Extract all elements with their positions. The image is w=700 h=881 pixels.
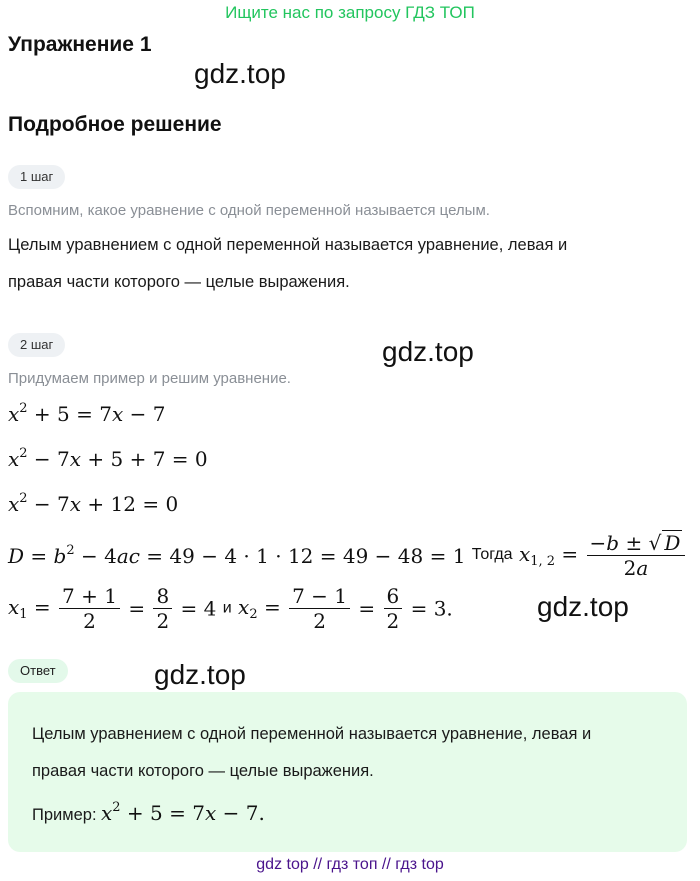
watermark: gdz.top	[154, 659, 246, 690]
step-1-text-line-2: правая части которого — целые выражения.	[8, 273, 350, 291]
answer-text-line-1: Целым уравнением с одной переменной называется уравнение, левая и	[32, 725, 592, 743]
footer-links: gdz top // гдз топ // гдз top	[256, 856, 444, 873]
exercise-title: Упражнение 1	[8, 33, 152, 56]
roots-formula: $\frac{-b \pm √ D}{2a}$	[587, 530, 686, 580]
equation-3: $x^2 - 7x + 12 = 0$	[8, 491, 179, 516]
and-word: и	[222, 599, 232, 617]
step-1-text-line-1: Целым уравнением с одной переменной называется уравнение, левая и	[8, 236, 568, 254]
promo-banner: Ищите нас по запросу ГДЗ ТОП	[225, 3, 475, 22]
watermark: gdz.top	[194, 58, 286, 89]
equation-1: $x^2 + 5 = 7x - 7$	[8, 401, 166, 426]
watermark: gdz.top	[382, 336, 474, 367]
example-label: Пример:	[32, 806, 97, 824]
then-word: Тогда	[471, 546, 513, 563]
roots-line: $x_1$ = $\frac{7 + 1}{2}$ = $\frac{8}{2}$ = 4 и $x_2$ = $\frac{7 - 1}{2}$ = $\frac{6}{2}$ = 3.	[8, 584, 453, 633]
answer-example	[32, 800, 265, 825]
step-2-badge: 2 шаг	[8, 333, 65, 357]
step-1-hint: Вспомним, какое уравнение с одной переменной называется целым.	[8, 202, 490, 219]
watermark: gdz.top	[537, 591, 629, 622]
answer-text-line-2: правая части которого — целые выражения.	[32, 762, 374, 780]
discriminant-line: $D = b^2 - 4ac = 49 - 4 \cdot 1 \cdot 12 = 49 - 48 = 1$ Тогда $x_{1, 2}$ = $\frac{-b \pm √ D}{2a}$	[8, 530, 687, 580]
step-1-badge: 1 шаг	[8, 165, 65, 189]
equation-2: $x^2 - 7x + 5 + 7 = 0$	[8, 446, 208, 471]
answer-badge: Ответ	[8, 659, 68, 683]
example-equation: $x^2 + 5 = 7x - 7$.	[101, 800, 265, 825]
step-2-hint: Придумаем пример и решим уравнение.	[8, 370, 291, 387]
section-title: Подробное решение	[8, 113, 222, 136]
